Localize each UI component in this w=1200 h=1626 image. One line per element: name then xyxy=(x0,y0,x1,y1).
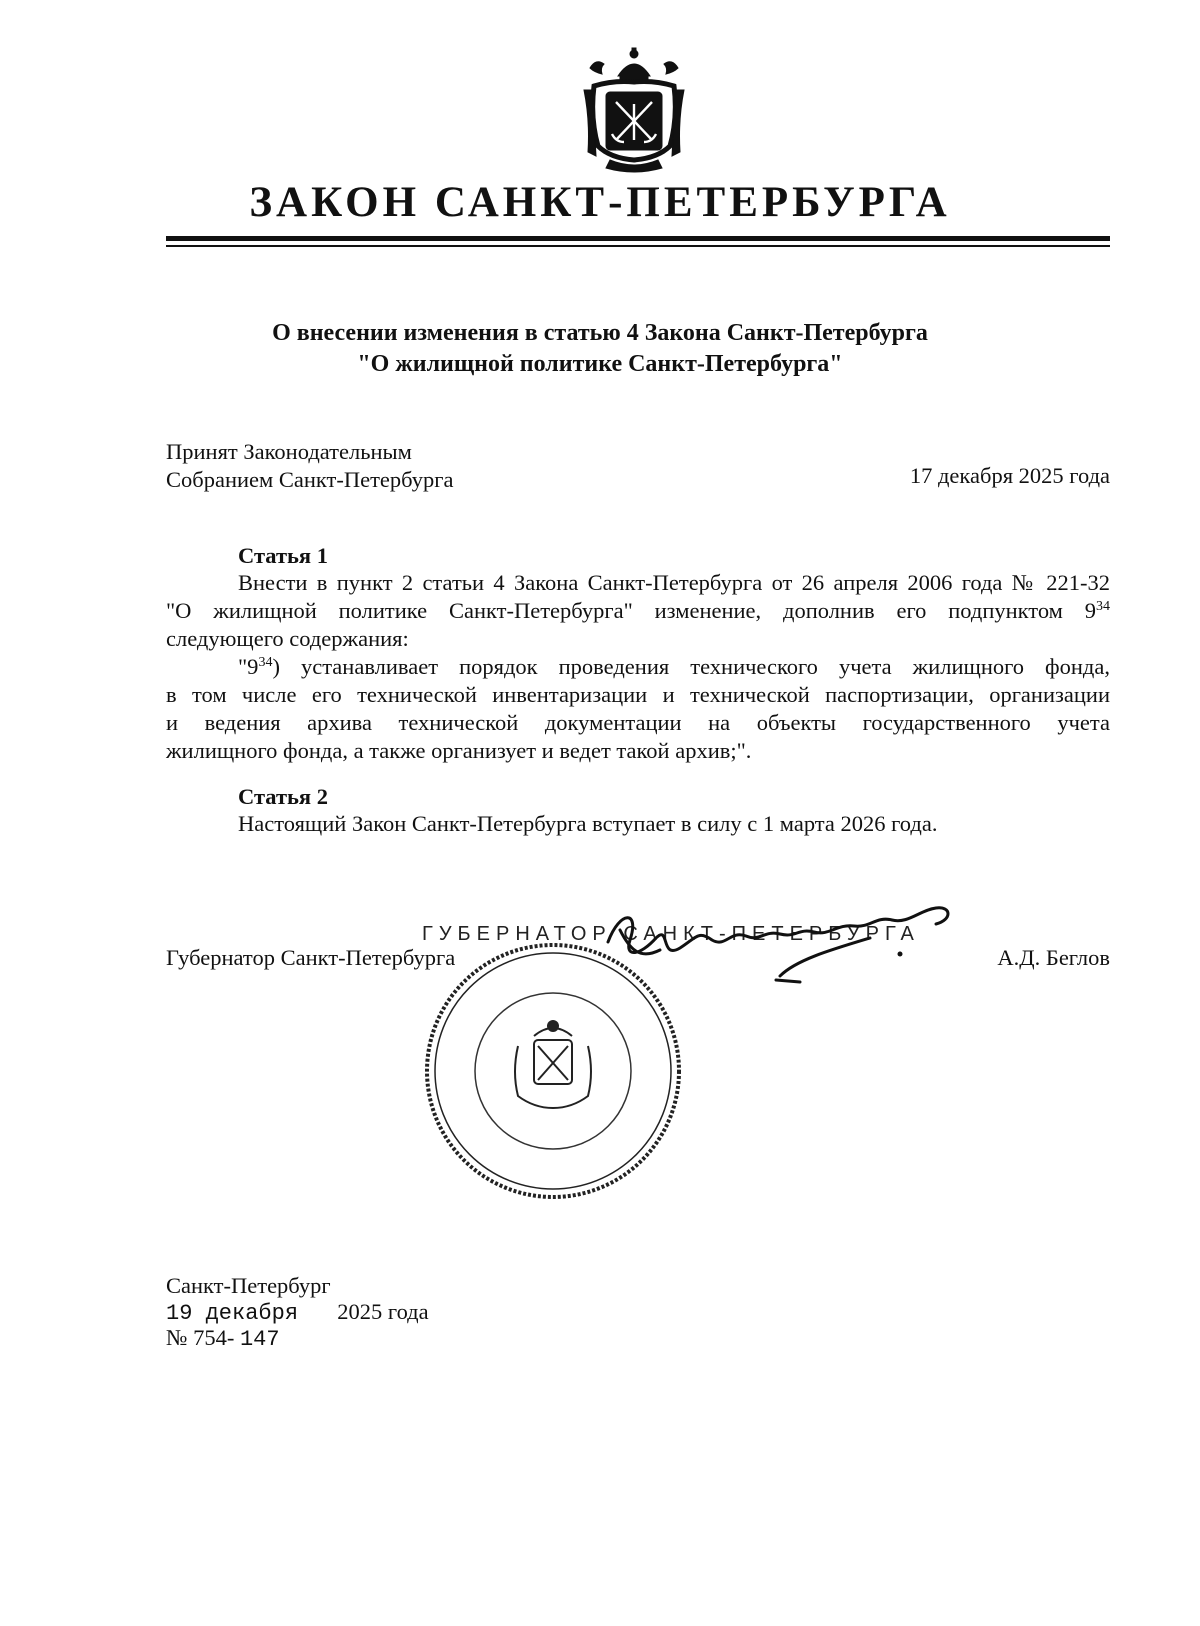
article-1-p2-line-4: жилищного фонда, а также организует и ведет такой архив;". xyxy=(166,738,752,763)
article-2-heading: Статья 2 xyxy=(238,784,328,809)
adoption-line-2: Собранием Санкт-Петербурга xyxy=(166,467,454,492)
signing-date-day: 19 декабря xyxy=(166,1301,299,1326)
article-1-heading: Статья 1 xyxy=(238,543,328,568)
governor-name: А.Д. Беглов xyxy=(997,945,1110,970)
law-subject xyxy=(0,318,1200,380)
signing-date-year: 2025 года xyxy=(337,1299,429,1324)
adoption-line-1: Принят Законодательным xyxy=(166,439,412,464)
article-1-p2-line-2: в том числе его технической инвентаризации и технической паспортизации, организации xyxy=(166,682,1110,707)
coat-of-arms-icon xyxy=(580,48,688,172)
subject-line-1: О внесении изменения в статью 4 Закона Санкт-Петербурга xyxy=(272,320,928,346)
header-rule-thick xyxy=(166,236,1110,241)
header-rule-thin xyxy=(166,245,1110,247)
article-2-body: Настоящий Закон Санкт-Петербурга вступает в силу с 1 марта 2026 года. xyxy=(238,811,938,836)
article-1-p1-line-2: "О жилищной политике Санкт-Петербурга" изменение, дополнив его подпунктом $9^{34}$ xyxy=(166,598,1110,623)
article-1-p1-line-1: Внести в пункт 2 статьи 4 Закона Санкт-Петербурга от 26 апреля 2006 года № 221-32 xyxy=(238,570,1110,595)
law-number-value: 147 xyxy=(239,1327,280,1352)
article-1-p2-line-3: и ведения архива технической документации на объекты государственного учета xyxy=(166,710,1110,735)
article-1-body xyxy=(166,569,1110,765)
seal-text: ГУБЕРНАТОР САНКТ-ПЕТЕРБУРГА xyxy=(422,923,920,945)
article-1-p1-line-3: следующего содержания: xyxy=(166,626,409,651)
handwritten-signature-icon xyxy=(600,890,1000,990)
subject-line-2: "О жилищной политике Санкт-Петербурга" xyxy=(357,351,843,377)
article-1-p2-line-1: "$9^{34}$) устанавливает порядок проведения технического учета жилищного фонда, xyxy=(238,654,1110,679)
document-title: ЗАКОН САНКТ-ПЕТЕРБУРГА xyxy=(249,179,951,226)
law-number-prefix: № 754- xyxy=(166,1325,235,1350)
adoption-body xyxy=(166,438,453,494)
place-of-signing: Санкт-Петербург xyxy=(166,1273,331,1298)
law-number xyxy=(166,1324,280,1354)
governor-title: Губернатор Санкт-Петербурга xyxy=(166,945,456,970)
adoption-date: 17 декабря 2025 года xyxy=(909,463,1110,488)
